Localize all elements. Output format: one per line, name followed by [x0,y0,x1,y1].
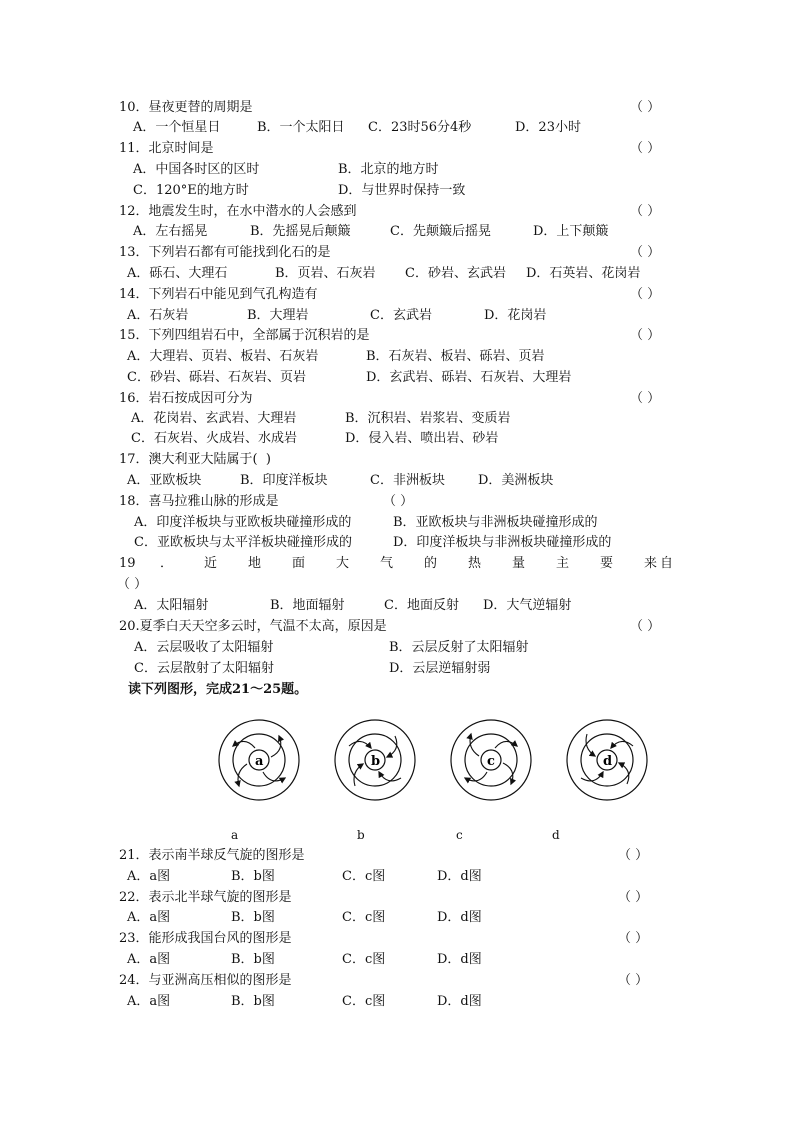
q16-option-d[interactable]: D．侵入岩、喷出岩、砂岩 [345,431,499,446]
q19-stem-char: 热 [468,556,482,571]
q19-stem-char: ． [160,556,174,571]
figure-caption-a: a [231,828,239,842]
q11-answer-paren[interactable]: （ ） [630,141,661,156]
q21-stem: 21．表示南半球反气旋的图形是 [119,848,305,863]
q11-option-b[interactable]: B．北京的地方时 [338,162,439,177]
q21-option-a[interactable]: A．a图 [127,869,171,884]
q23-option-d[interactable]: D．d图 [437,952,482,967]
q18-answer-paren[interactable]: （ ） [383,494,414,509]
q12-stem: 12．地震发生时，在水中潜水的人会感到 [119,204,357,219]
q10-option-d[interactable]: D．23小时 [515,120,581,135]
q24-stem: 24．与亚洲高压相似的图形是 [119,973,292,988]
q23-answer-paren[interactable]: （ ） [618,931,649,946]
q15-answer-paren[interactable]: （ ） [630,328,661,343]
q10-option-c[interactable]: C．23时56分4秒 [368,120,472,135]
q17-option-b[interactable]: B．印度洋板块 [240,473,328,488]
q17-option-c[interactable]: C．非洲板块 [370,473,445,488]
figure-caption-c: c [456,828,463,842]
q20-option-b[interactable]: B．云层反射了太阳辐射 [389,640,529,655]
q17-option-d[interactable]: D．美洲板块 [478,473,554,488]
q19-stem-char: 来 [644,556,658,571]
q14-option-b[interactable]: B．大理岩 [247,308,309,323]
q15-option-d[interactable]: D．玄武岩、砾岩、石灰岩、大理岩 [366,370,572,385]
q20-stem: 20.夏季白天天空多云时，气温不太高，原因是 [119,619,387,634]
diagram-d [567,720,647,800]
q24-option-a[interactable]: A．a图 [127,994,171,1009]
q24-option-b[interactable]: B．b图 [231,994,275,1009]
q14-option-c[interactable]: C．玄武岩 [370,308,432,323]
q17-option-a[interactable]: A．亚欧板块 [127,473,202,488]
q13-option-d[interactable]: D．石英岩、花岗岩 [526,266,641,281]
q24-option-d[interactable]: D．d图 [437,994,482,1009]
q18-option-b[interactable]: B．亚欧板块与非洲板块碰撞形成的 [393,515,598,530]
diagram-c-label: c [487,754,495,769]
q21-answer-paren[interactable]: （ ） [618,848,649,863]
q16-option-a[interactable]: A．花岗岩、玄武岩、大理岩 [131,411,297,426]
q13-answer-paren[interactable]: （ ） [630,245,661,260]
q14-option-d[interactable]: D．花岗岩 [484,308,547,323]
q22-option-d[interactable]: D．d图 [437,910,482,925]
q24-option-c[interactable]: C．c图 [342,994,386,1009]
q20-option-a[interactable]: A．云层吸收了太阳辐射 [134,640,274,655]
q19-stem-char: 大 [336,556,350,571]
q21-option-c[interactable]: C．c图 [342,869,386,884]
q18-option-d[interactable]: D．印度洋板块与非洲板块碰撞形成的 [393,535,612,550]
q11-stem: 11．北京时间是 [119,141,214,156]
q10-stem: 10．昼夜更替的周期是 [119,100,253,115]
q10-option-a[interactable]: A．一个恒星日 [133,120,221,135]
diagram-b-label: b [371,754,381,769]
q12-option-d[interactable]: D．上下颠簸 [533,224,609,239]
q19-stem-char: 主 [556,556,570,571]
q19-stem-char: 要 [600,556,614,571]
q18-option-a[interactable]: A．印度洋板块与亚欧板块碰撞形成的 [134,515,352,530]
diagram-b [335,720,415,800]
q19-answer-paren[interactable]: （ ） [117,577,148,592]
q12-option-a[interactable]: A．左右摇晃 [133,224,208,239]
q19-stem-char: 近 [204,556,218,571]
q22-answer-paren[interactable]: （ ） [618,890,649,905]
q19-stem-char: 的 [424,556,438,571]
q22-option-b[interactable]: B．b图 [231,910,275,925]
q12-option-b[interactable]: B．先摇晃后颠簸 [250,224,351,239]
q13-option-c[interactable]: C．砂岩、玄武岩 [405,266,506,281]
q22-option-a[interactable]: A．a图 [127,910,171,925]
q14-option-a[interactable]: A．石灰岩 [127,308,189,323]
q13-stem: 13．下列岩石都有可能找到化石的是 [119,245,331,260]
q18-option-c[interactable]: C．亚欧板块与太平洋板块碰撞形成的 [134,535,352,550]
diagram-d-label: d [603,754,613,769]
section-title: 读下列图形，完成21～25题。 [128,682,308,697]
q19-stem-num: 19 [119,556,136,571]
diagram-a-label: a [255,754,264,769]
q11-option-d[interactable]: D．与世界时保持一致 [338,183,466,198]
q19-stem-char: 面 [292,556,306,571]
q23-option-b[interactable]: B．b图 [231,952,275,967]
q15-option-b[interactable]: B．石灰岩、板岩、砾岩、页岩 [366,349,545,364]
figure-caption-d: d [552,828,560,842]
q15-option-c[interactable]: C．砂岩、砾岩、石灰岩、页岩 [127,370,306,385]
q17-stem: 17．澳大利亚大陆属于( ) [119,452,271,467]
q18-stem: 18．喜马拉雅山脉的形成是 [119,494,279,509]
q12-answer-paren[interactable]: （ ） [630,204,661,219]
q19-option-b[interactable]: B．地面辐射 [270,598,345,613]
q13-option-b[interactable]: B．页岩、石灰岩 [275,266,376,281]
diagram-c [451,720,531,800]
q15-stem: 15．下列四组岩石中，全部属于沉积岩的是 [119,328,370,343]
pressure-systems-figure [200,710,680,810]
q23-stem: 23．能形成我国台风的图形是 [119,931,292,946]
diagram-a [219,720,299,800]
q16-option-b[interactable]: B．沉积岩、岩浆岩、变质岩 [345,411,511,426]
q21-option-d[interactable]: D．d图 [437,869,482,884]
q11-option-c[interactable]: C．120°E的地方时 [133,183,249,198]
q19-stem-char: 气 [380,556,394,571]
q14-answer-paren[interactable]: （ ） [630,287,661,302]
q19-option-a[interactable]: A．太阳辐射 [134,598,209,613]
q16-option-c[interactable]: C．石灰岩、火成岩、水成岩 [131,431,297,446]
q13-option-a[interactable]: A．砾石、大理石 [127,266,228,281]
q23-option-a[interactable]: A．a图 [127,952,171,967]
q12-option-c[interactable]: C．先颠簸后摇晃 [390,224,491,239]
q16-answer-paren[interactable]: （ ） [630,391,661,406]
q19-option-d[interactable]: D．大气逆辐射 [483,598,572,613]
q16-stem: 16．岩石按成因可分为 [119,391,253,406]
q22-stem: 22．表示北半球气旋的图形是 [119,890,292,905]
q15-option-a[interactable]: A．大理岩、页岩、板岩、石灰岩 [127,349,319,364]
q19-stem-char: 量 [512,556,526,571]
q23-option-c[interactable]: C．c图 [342,952,386,967]
q22-option-c[interactable]: C．c图 [342,910,386,925]
q14-stem: 14．下列岩石中能见到气孔构造有 [119,287,318,302]
q20-answer-paren[interactable]: （ ） [630,619,661,634]
q19-option-c[interactable]: C．地面反射 [384,598,459,613]
q20-option-c[interactable]: C．云层散射了太阳辐射 [134,661,274,676]
q10-answer-paren[interactable]: （ ） [630,100,661,115]
q11-option-a[interactable]: A．中国各时区的区时 [133,162,260,177]
q21-option-b[interactable]: B．b图 [231,869,275,884]
q24-answer-paren[interactable]: （ ） [618,973,649,988]
q19-stem-char: 地 [248,556,262,571]
figure-caption-b: b [357,828,365,842]
q20-option-d[interactable]: D．云层逆辐射弱 [389,661,491,676]
q10-option-b[interactable]: B．一个太阳日 [257,120,345,135]
q19-stem-char: 自 [660,556,674,571]
